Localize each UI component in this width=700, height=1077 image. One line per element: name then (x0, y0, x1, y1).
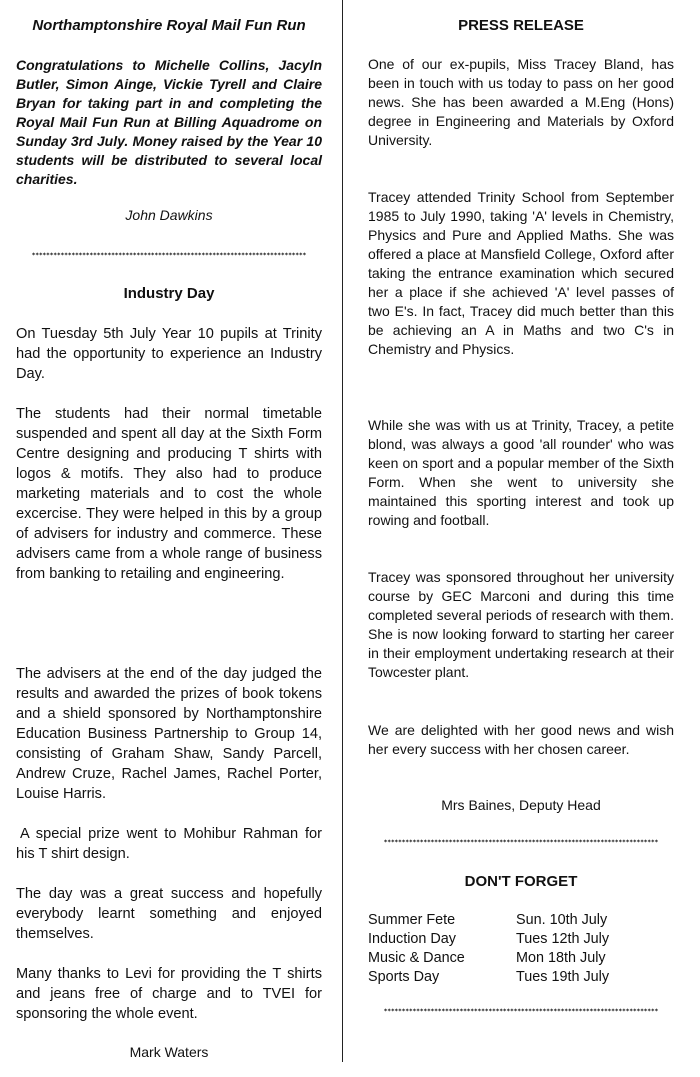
funrun-signature: John Dawkins (125, 207, 213, 223)
event-date: Mon 18th July (516, 950, 606, 966)
industry-paragraph-1: On Tuesday 5th July Year 10 pupils at Trinity had the opportunity to experience an Industry Day. (16, 326, 322, 382)
event-date: Sun. 10th July (516, 912, 608, 928)
event-date: Tues 12th July (516, 931, 610, 947)
press-paragraph-1: One of our ex-pupils, Miss Tracey Bland, has been in touch with us today to pass on her good news. She has been awarded a M.Eng (Hons) degree in Engineering and Materials by Oxford University. (368, 56, 674, 148)
event-row (368, 949, 674, 968)
press-paragraph-2: Tracey attended Trinity School from September 1985 to July 1990, taking 'A' levels in Chemistry, Physics and Pure and Applied Maths. She was offered a place at Mansfield College, Oxford after taking the entrance examination which secured her a place if she achieved 'A' level passes of two E's. In fact, Tracey did much better than this be achieving an A in Maths and two C's in Chemistry and Physics. (368, 189, 674, 357)
event-row (368, 968, 674, 987)
event-name: Sports Day (368, 969, 440, 985)
industry-paragraph-5: Many thanks to Levi for providing the T shirts and jeans free of charge and to TVEI for sponsoring the whole event. (16, 966, 322, 1022)
press-paragraph-4: Tracey was sponsored throughout her university course by GEC Marconi and during this time completed several periods of research with them. She is now looking forward to starting her career in their employment undertaking research at their Towcester plant. (368, 569, 674, 680)
event-name: Summer Fete (368, 912, 456, 928)
press-release-title: PRESS RELEASE (458, 17, 584, 34)
industry-paragraph-3b: A special prize went to Mohibur Rahman for his T shirt design. (16, 826, 322, 862)
events-list (368, 911, 674, 987)
column-divider (342, 0, 343, 1062)
industry-paragraph-2: The students had their normal timetable suspended and spent all day at the Sixth Form Centre designing and producing T shirts with logos & motifs. They also had to produce marketing materials and to cost the whole excercise. They were helped in this by a group of advisers for industry and commerce. These advisers came from a whole range of business from banking to retailing and engineering. (16, 406, 322, 582)
separator-right: **************************************************************************** (383, 839, 659, 846)
event-row (368, 930, 674, 949)
industry-title: Industry Day (123, 285, 215, 302)
event-name: Music & Dance (368, 950, 465, 966)
event-name: Induction Day (368, 931, 456, 947)
funrun-title: Northamptonshire Royal Mail Fun Run (32, 17, 306, 34)
funrun-body: Congratulations to Michelle Collins, Jacyln Butler, Simon Ainge, Vickie Tyrell and Claire Bryan for taking part in and completing the Royal Mail Fun Run at Billing Aquadrome on Sunday 3rd July. Money raised by the Year 10 students will be distributed to several local charities. (16, 57, 322, 187)
event-row (368, 911, 674, 930)
separator-left: **************************************************************************** (31, 252, 307, 259)
event-date: Tues 19th July (516, 969, 610, 985)
industry-paragraph-3: The advisers at the end of the day judged the results and awarded the prizes of book tokens and a shield sponsored by Northamptonshire Education Business Partnership to Group 14, consisting of Graham Shaw, Sandy Parcell, Andrew Cruze, Rachel James, Rachel Porter, Louise Harris. (16, 666, 322, 802)
industry-paragraph-4: The day was a great success and hopefully everybody learnt something and enjoyed themselves. (16, 886, 322, 942)
industry-signature: Mark Waters (129, 1044, 209, 1060)
separator-right-bottom: **************************************************************************** (383, 1008, 659, 1015)
press-paragraph-5: We are delighted with her good news and wish her every success with her chosen career. (368, 722, 674, 757)
press-paragraph-3: While she was with us at Trinity, Tracey, a petite blond, was always a good 'all rounder' who was keen on sport and a popular member of the Sixth Form. When she went to university she maintained this sporting interest and took up rowing and football. (368, 417, 674, 528)
dont-forget-title: DON'T FORGET (464, 873, 578, 890)
press-signature: Mrs Baines, Deputy Head (441, 797, 601, 813)
